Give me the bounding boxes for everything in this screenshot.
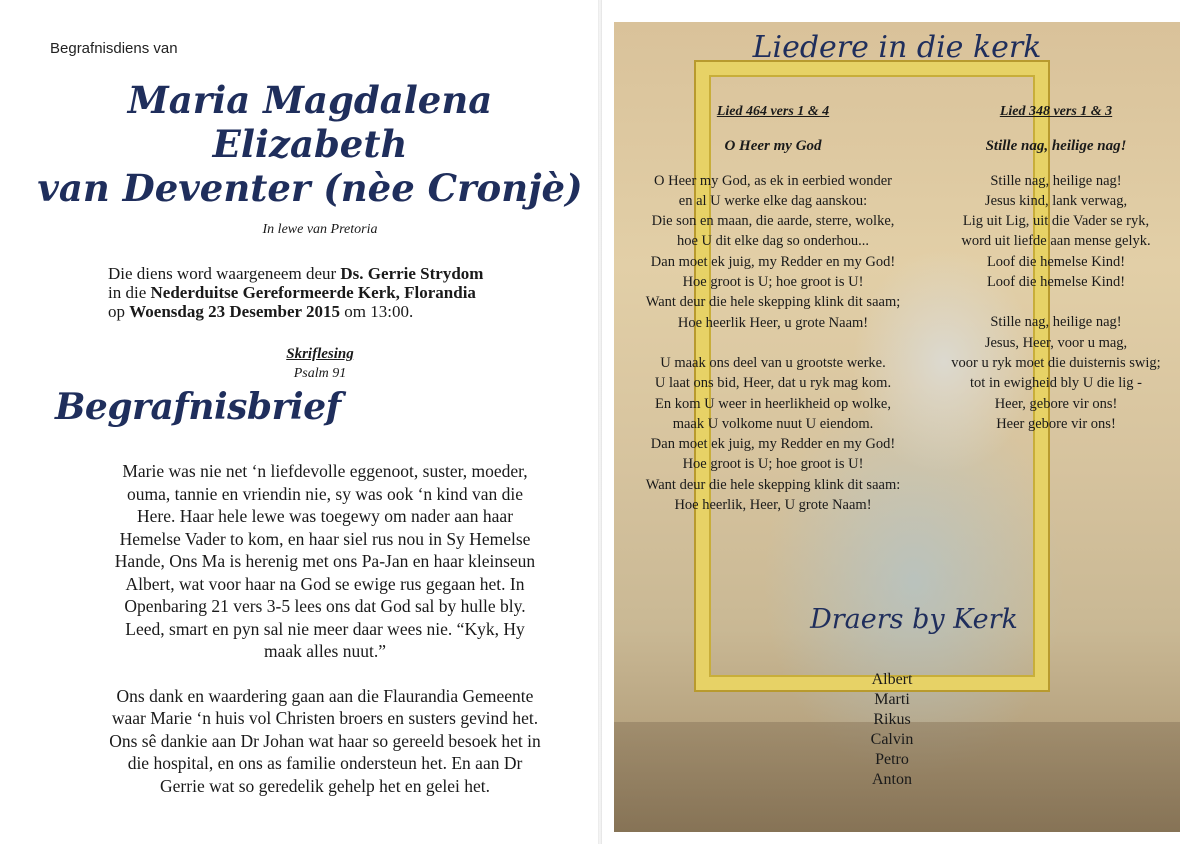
verse-line: Heer, gebore vir ons! (994, 395, 1118, 412)
letter-line: Gerrie wat so geredelik gehelp het en gelei het. (160, 775, 490, 796)
verse-line: voor u ryk moet die duisternis swig; (951, 354, 1161, 371)
letter-line: Ons dank en waardering gaan aan die Flaurandia Gemeente (116, 685, 534, 706)
verse-line: Loof die hemelse Kind! (986, 253, 1126, 270)
funeral-letter (55, 460, 595, 819)
song-verse (932, 312, 1180, 434)
bearer-name: Rikus (873, 711, 911, 728)
bearers-list (792, 670, 992, 790)
bearer-name: Albert (871, 671, 913, 688)
service-line (108, 302, 483, 321)
song-title: Stille nag, heilige nag! (985, 138, 1127, 155)
residence-line: In lewe van Pretoria (262, 222, 378, 237)
verse-line: Want deur die hele skepping klink dit saam: (645, 476, 901, 493)
letter-line: waar Marie ‘n huis vol Christen broers en susters gevind het. (111, 708, 539, 728)
verse-line: Dan moet ek juig, my Redder en my God! (650, 253, 896, 270)
song-verse (614, 353, 932, 515)
song-verse (614, 171, 932, 333)
letter-line: Albert, wat voor haar na God se ewige rus gegaan het. In (125, 573, 525, 594)
scripture-reference: Psalm 91 (293, 366, 347, 381)
letter-line: Hemelse Vader to kom, en haar siel rus nou in Sy Hemelse (119, 528, 531, 549)
service-text: op (108, 302, 130, 321)
letter-line: ouma, tannie en vriendin nie, sy was ook ‘n kind van die (126, 483, 524, 504)
letter-line: maak alles nuut.” (264, 641, 386, 661)
letter-heading: Begrafnisbrief (55, 386, 341, 428)
name-line: van Deventer (nèe Cronjè) (37, 166, 583, 210)
letter-line: Hande, Ons Ma is herenig met ons Pa-Jan en haar kleinseun (114, 551, 536, 571)
songs-heading: Liedere in die kerk (752, 30, 1042, 65)
verse-line: O Heer my God, as ek in eerbied wonder (654, 172, 892, 189)
verse-line: Loof die hemelse Kind! (986, 274, 1126, 291)
song-title: O Heer my God (724, 138, 822, 155)
verse-line: tot in ewigheid bly U die lig - (970, 375, 1142, 392)
letter-line: Leed, smart en pyn sal nie meer daar wees nie. “Kyk, Hy (125, 618, 525, 639)
verse-line: Heer gebore vir ons! (996, 415, 1116, 432)
service-time: om 13:00. (340, 302, 414, 321)
verse-line: Jesus kind, lank verwag, (984, 192, 1128, 209)
verse-line: Want deur die hele skepping klink dit saam; (645, 294, 901, 311)
service-info (108, 264, 483, 321)
song-reference: Lied 464 vers 1 & 4 (716, 104, 830, 119)
bearer-name: Marti (874, 691, 910, 708)
verse-line: Hoe groot is U; hoe groot is U! (682, 274, 864, 291)
scripture-heading: Skriflesing (286, 346, 354, 362)
letter-line: Here. Haar hele lewe was toegewy om nader aan haar (136, 506, 514, 526)
bearer-name: Calvin (870, 731, 914, 748)
name-line: Maria Magdalena (127, 78, 493, 122)
song-reference: Lied 348 vers 1 & 3 (999, 104, 1113, 119)
letter-line: Openbaring 21 vers 3-5 lees ons dat God sal by hulle bly. (124, 596, 526, 616)
verse-line: Hoe heerlik, Heer, U grote Naam! (674, 497, 872, 514)
verse-line: Stille nag, heilige nag! (990, 172, 1122, 189)
verse-line: U maak ons deel van u grootste werke. (660, 354, 886, 371)
verse-line: word uit liefde aan mense gelyk. (961, 233, 1151, 250)
service-text: in die (108, 283, 151, 302)
verse-line: Hoe heerlik Heer, u grote Naam! (677, 314, 869, 331)
left-page (0, 0, 598, 844)
bearers-heading: Draers by Kerk (810, 604, 1018, 635)
deceased-name (30, 78, 590, 210)
service-label: Begrafnisdiens van (50, 40, 178, 57)
letter-line: Ons sê dankie aan Dr Johan wat haar so gereeld besoek het in (109, 730, 541, 751)
verse-line: Hoe groot is U; hoe groot is U! (682, 456, 864, 473)
verse-line: en al U werke elke dag aanskou: (678, 192, 868, 209)
service-date: Woensdag 23 Desember 2015 (129, 302, 341, 321)
name-line: Elizabeth (212, 122, 408, 166)
letter-line: die hospital, en ons as familie ondersteun het. En aan Dr (127, 753, 523, 773)
verse-line: Die son en maan, die aarde, sterre, wolke, (651, 213, 895, 230)
page-fold (598, 0, 602, 844)
verse-line: maak U volkome nuut U eiendom. (672, 415, 874, 432)
verse-line: En kom U weer in heerlikheid op wolke, (655, 395, 891, 412)
song-verse (932, 171, 1180, 293)
bearer-name: Petro (875, 751, 909, 768)
letter-paragraph (55, 685, 595, 798)
service-text: Die diens word waargeneem deur (108, 264, 341, 283)
letter-paragraph (55, 460, 595, 663)
letter-line: Marie was nie net ‘n liefdevolle eggenoot, suster, moeder, (122, 461, 528, 481)
verse-line: Jesus, Heer, voor u mag, (984, 334, 1128, 351)
verse-line: Stille nag, heilige nag! (990, 314, 1122, 331)
service-line (108, 283, 483, 302)
verse-line: Dan moet ek juig, my Redder en my God! (650, 436, 896, 453)
verse-line: U laat ons bid, Heer, dat u ryk mag kom. (654, 375, 892, 392)
song-column-1 (614, 102, 932, 515)
verse-line: Lig uit Lig, uit die Vader se ryk, (962, 213, 1150, 230)
church-name: Nederduitse Gereformeerde Kerk, Florandia (150, 283, 476, 302)
bearer-name: Anton (872, 771, 912, 788)
minister-name: Ds. Gerrie Strydom (340, 264, 484, 283)
verse-line: hoe U dit elke dag so onderhou... (676, 233, 870, 250)
right-page (614, 22, 1180, 832)
service-line (108, 264, 483, 283)
song-column-2 (932, 102, 1180, 434)
